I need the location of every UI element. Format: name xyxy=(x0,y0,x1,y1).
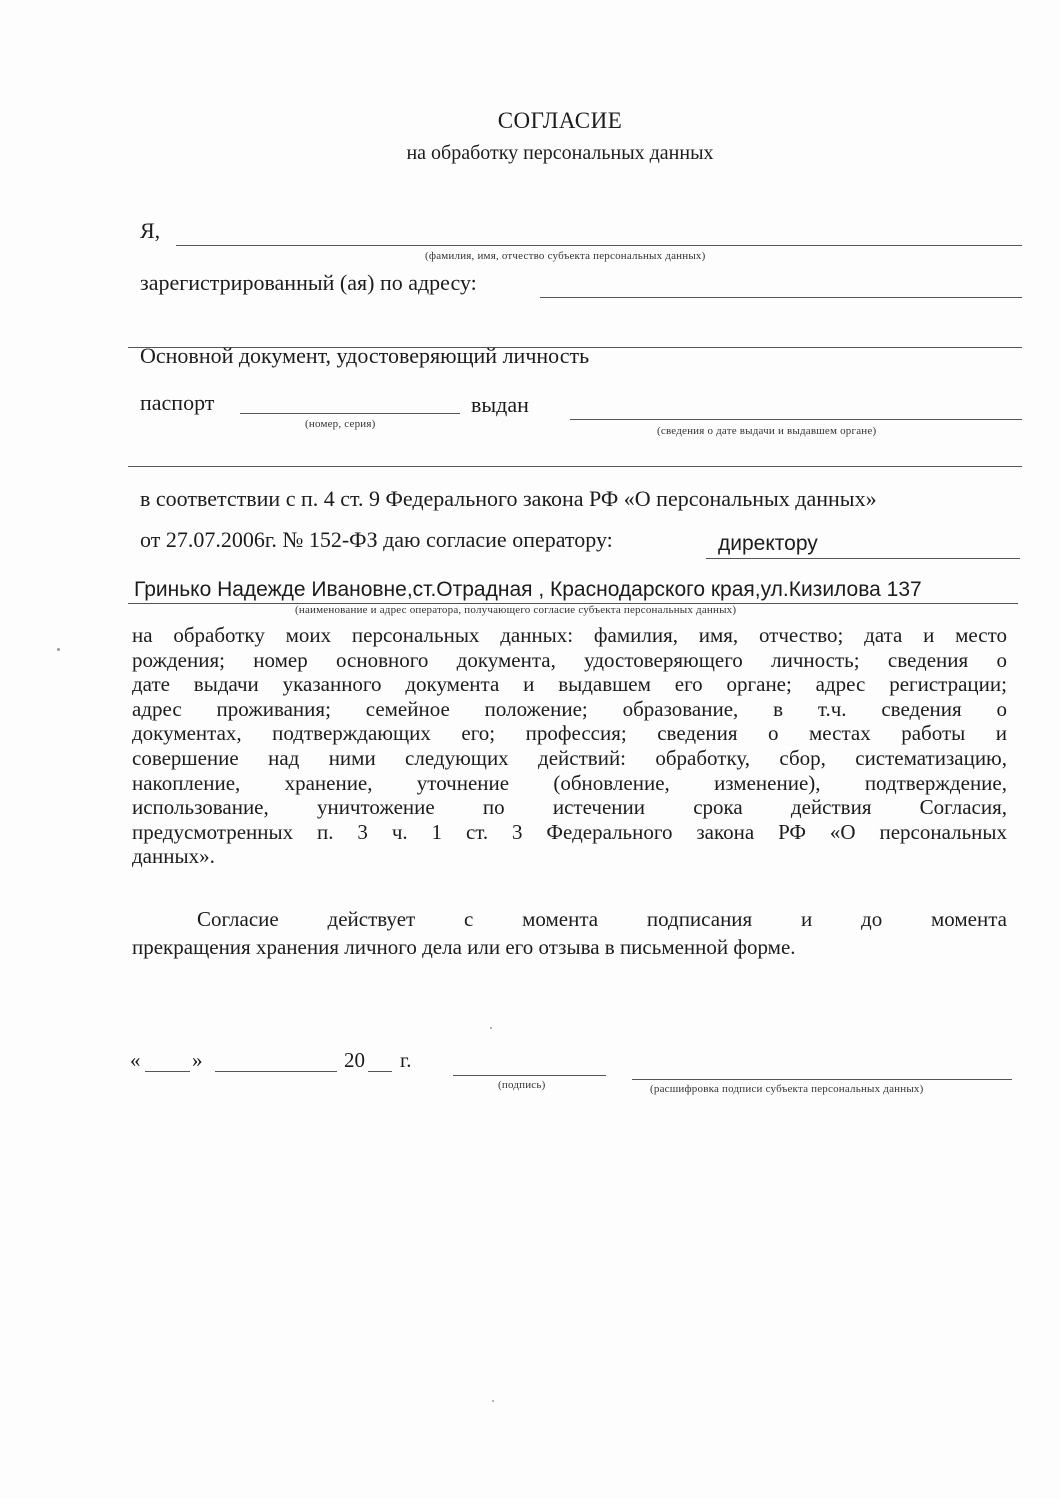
issued-by-line-2[interactable] xyxy=(128,466,1022,467)
operator-details: Гринько Надежде Ивановне,ст.Отрадная , Краснодарского края,ул.Кизилова 137 xyxy=(134,578,922,601)
operator-hint: (наименование и адрес оператора, получающего согласие субъекта персональных данных) xyxy=(295,604,737,616)
signature-decode-hint: (расшифровка подписи субъекта персональных данных) xyxy=(650,1083,924,1095)
consent-body-line: дате выдачи указанного документа и выдавшем его органе; адрес регистрации; xyxy=(132,672,1007,697)
address-label: зарегистрированный (ая) по адресу: xyxy=(140,270,477,295)
document-title: СОГЛАСИЕ xyxy=(497,108,623,133)
date-quote-close: » xyxy=(192,1048,203,1072)
document-subtitle: на обработку персональных данных xyxy=(406,142,714,164)
date-quote-open: « xyxy=(130,1048,141,1072)
date-year-prefix: 20 xyxy=(344,1048,365,1072)
signature-line[interactable] xyxy=(453,1075,606,1076)
date-month-line[interactable] xyxy=(215,1071,337,1072)
subject-prefix: Я, xyxy=(140,218,161,243)
law-line-2: от 27.07.2006г. № 152-ФЗ даю согласие оператору: xyxy=(140,527,613,552)
scan-speck xyxy=(57,648,60,651)
consent-body xyxy=(132,623,1007,869)
address-line-1[interactable] xyxy=(540,297,1022,298)
validity-line: прекращения хранения личного дела или его отзыва в письменной форме. xyxy=(132,935,796,959)
consent-body-line: рождения; номер основного документа, удостоверяющего личность; сведения о xyxy=(132,647,1007,672)
issued-by-line[interactable] xyxy=(570,419,1022,420)
consent-body-line: документах, подтверждающих его; профессия; сведения о местах работы и xyxy=(132,721,1007,746)
validity-line: Согласие действует с момента подписания и до момента xyxy=(197,907,1007,931)
passport-label: паспорт xyxy=(140,390,215,415)
issued-label: выдан xyxy=(471,392,529,417)
scan-speck xyxy=(490,1027,492,1029)
subject-name-hint: (фамилия, имя, отчество субъекта персональных данных) xyxy=(425,250,706,262)
passport-number-line[interactable] xyxy=(240,413,460,414)
operator-title: директору xyxy=(718,532,818,555)
passport-number-hint: (номер, серия) xyxy=(305,418,376,430)
date-year-line[interactable] xyxy=(368,1071,392,1072)
consent-body-line: накопление, хранение, уточнение (обновление, изменение), подтверждение, xyxy=(132,770,1007,795)
consent-body-line: использование, уничтожение по истечении срока действия Согласия, xyxy=(132,795,1007,820)
consent-body-line: на обработку моих персональных данных: фамилия, имя, отчество; дата и место xyxy=(132,623,1007,647)
issued-by-hint: (сведения о дате выдачи и выдавшем органе) xyxy=(657,425,877,437)
scan-speck xyxy=(492,1400,494,1402)
operator-title-line xyxy=(706,558,1020,559)
identity-doc-label: Основной документ, удостоверяющий личность xyxy=(140,343,590,368)
date-day-line[interactable] xyxy=(145,1071,190,1072)
signature-hint: (подпись) xyxy=(498,1079,546,1091)
consent-body-line: адрес проживания; семейное положение; образование, в т.ч. сведения о xyxy=(132,696,1007,721)
signature-decode-line[interactable] xyxy=(632,1079,1012,1080)
subject-name-line[interactable] xyxy=(176,245,1022,246)
consent-body-line: данных». xyxy=(132,844,215,869)
consent-body-line: предусмотренных п. 3 ч. 1 ст. 3 Федерального закона РФ «О персональных xyxy=(132,819,1007,844)
validity-paragraph xyxy=(132,905,1007,961)
consent-body-line: совершение над ними следующих действий: обработку, сбор, систематизацию, xyxy=(132,745,1007,770)
law-line-1: в соответствии с п. 4 ст. 9 Федерального закона РФ «О персональных данных» xyxy=(140,486,877,511)
date-year-suffix: г. xyxy=(400,1048,412,1072)
